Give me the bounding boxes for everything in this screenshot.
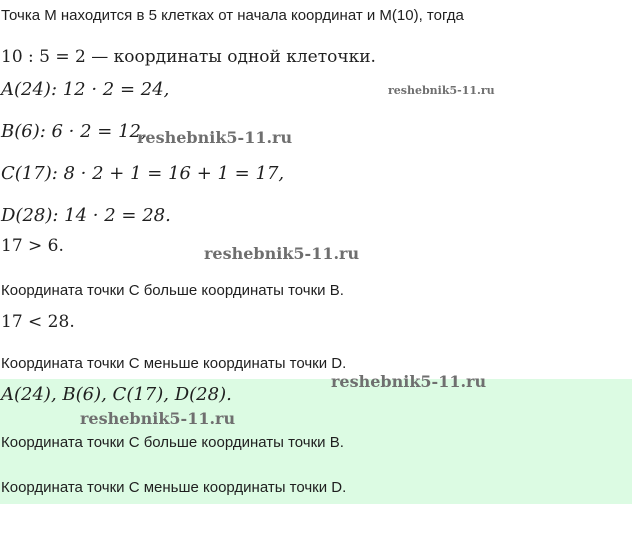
watermark: reshebnik5-11.ru [80, 409, 236, 428]
answer-line-2: Координата точки C меньше координаты точки D. [1, 479, 347, 496]
comparison-2: 17 < 28. [1, 312, 75, 332]
intro-text: Точка M находится в 5 клетках от начала координат и M(10), тогда [1, 7, 464, 24]
comparison-2-text: Координата точки C меньше координаты точки D. [1, 355, 347, 372]
watermark: reshebnik5-11.ru [331, 372, 487, 391]
answer-line-1: Координата точки C больше координаты точки B. [1, 434, 344, 451]
watermark: reshebnik5-11.ru [388, 84, 495, 97]
calc-c: C(17): 8 · 2 + 1 = 16 + 1 = 17, [1, 163, 285, 184]
watermark: reshebnik5-11.ru [137, 128, 293, 147]
cell-value-line: 10 : 5 = 2 — координаты одной клеточки. [1, 47, 376, 67]
comparison-1-text: Координата точки C больше координаты точки B. [1, 282, 344, 299]
comparison-1: 17 > 6. [1, 236, 64, 256]
watermark: reshebnik5-11.ru [204, 244, 360, 263]
answer-points: A(24), B(6), C(17), D(28). [1, 384, 232, 405]
calc-a: A(24): 12 · 2 = 24, [1, 79, 170, 100]
calc-d: D(28): 14 · 2 = 28. [1, 205, 171, 226]
calc-b: B(6): 6 · 2 = 12, [1, 121, 147, 142]
